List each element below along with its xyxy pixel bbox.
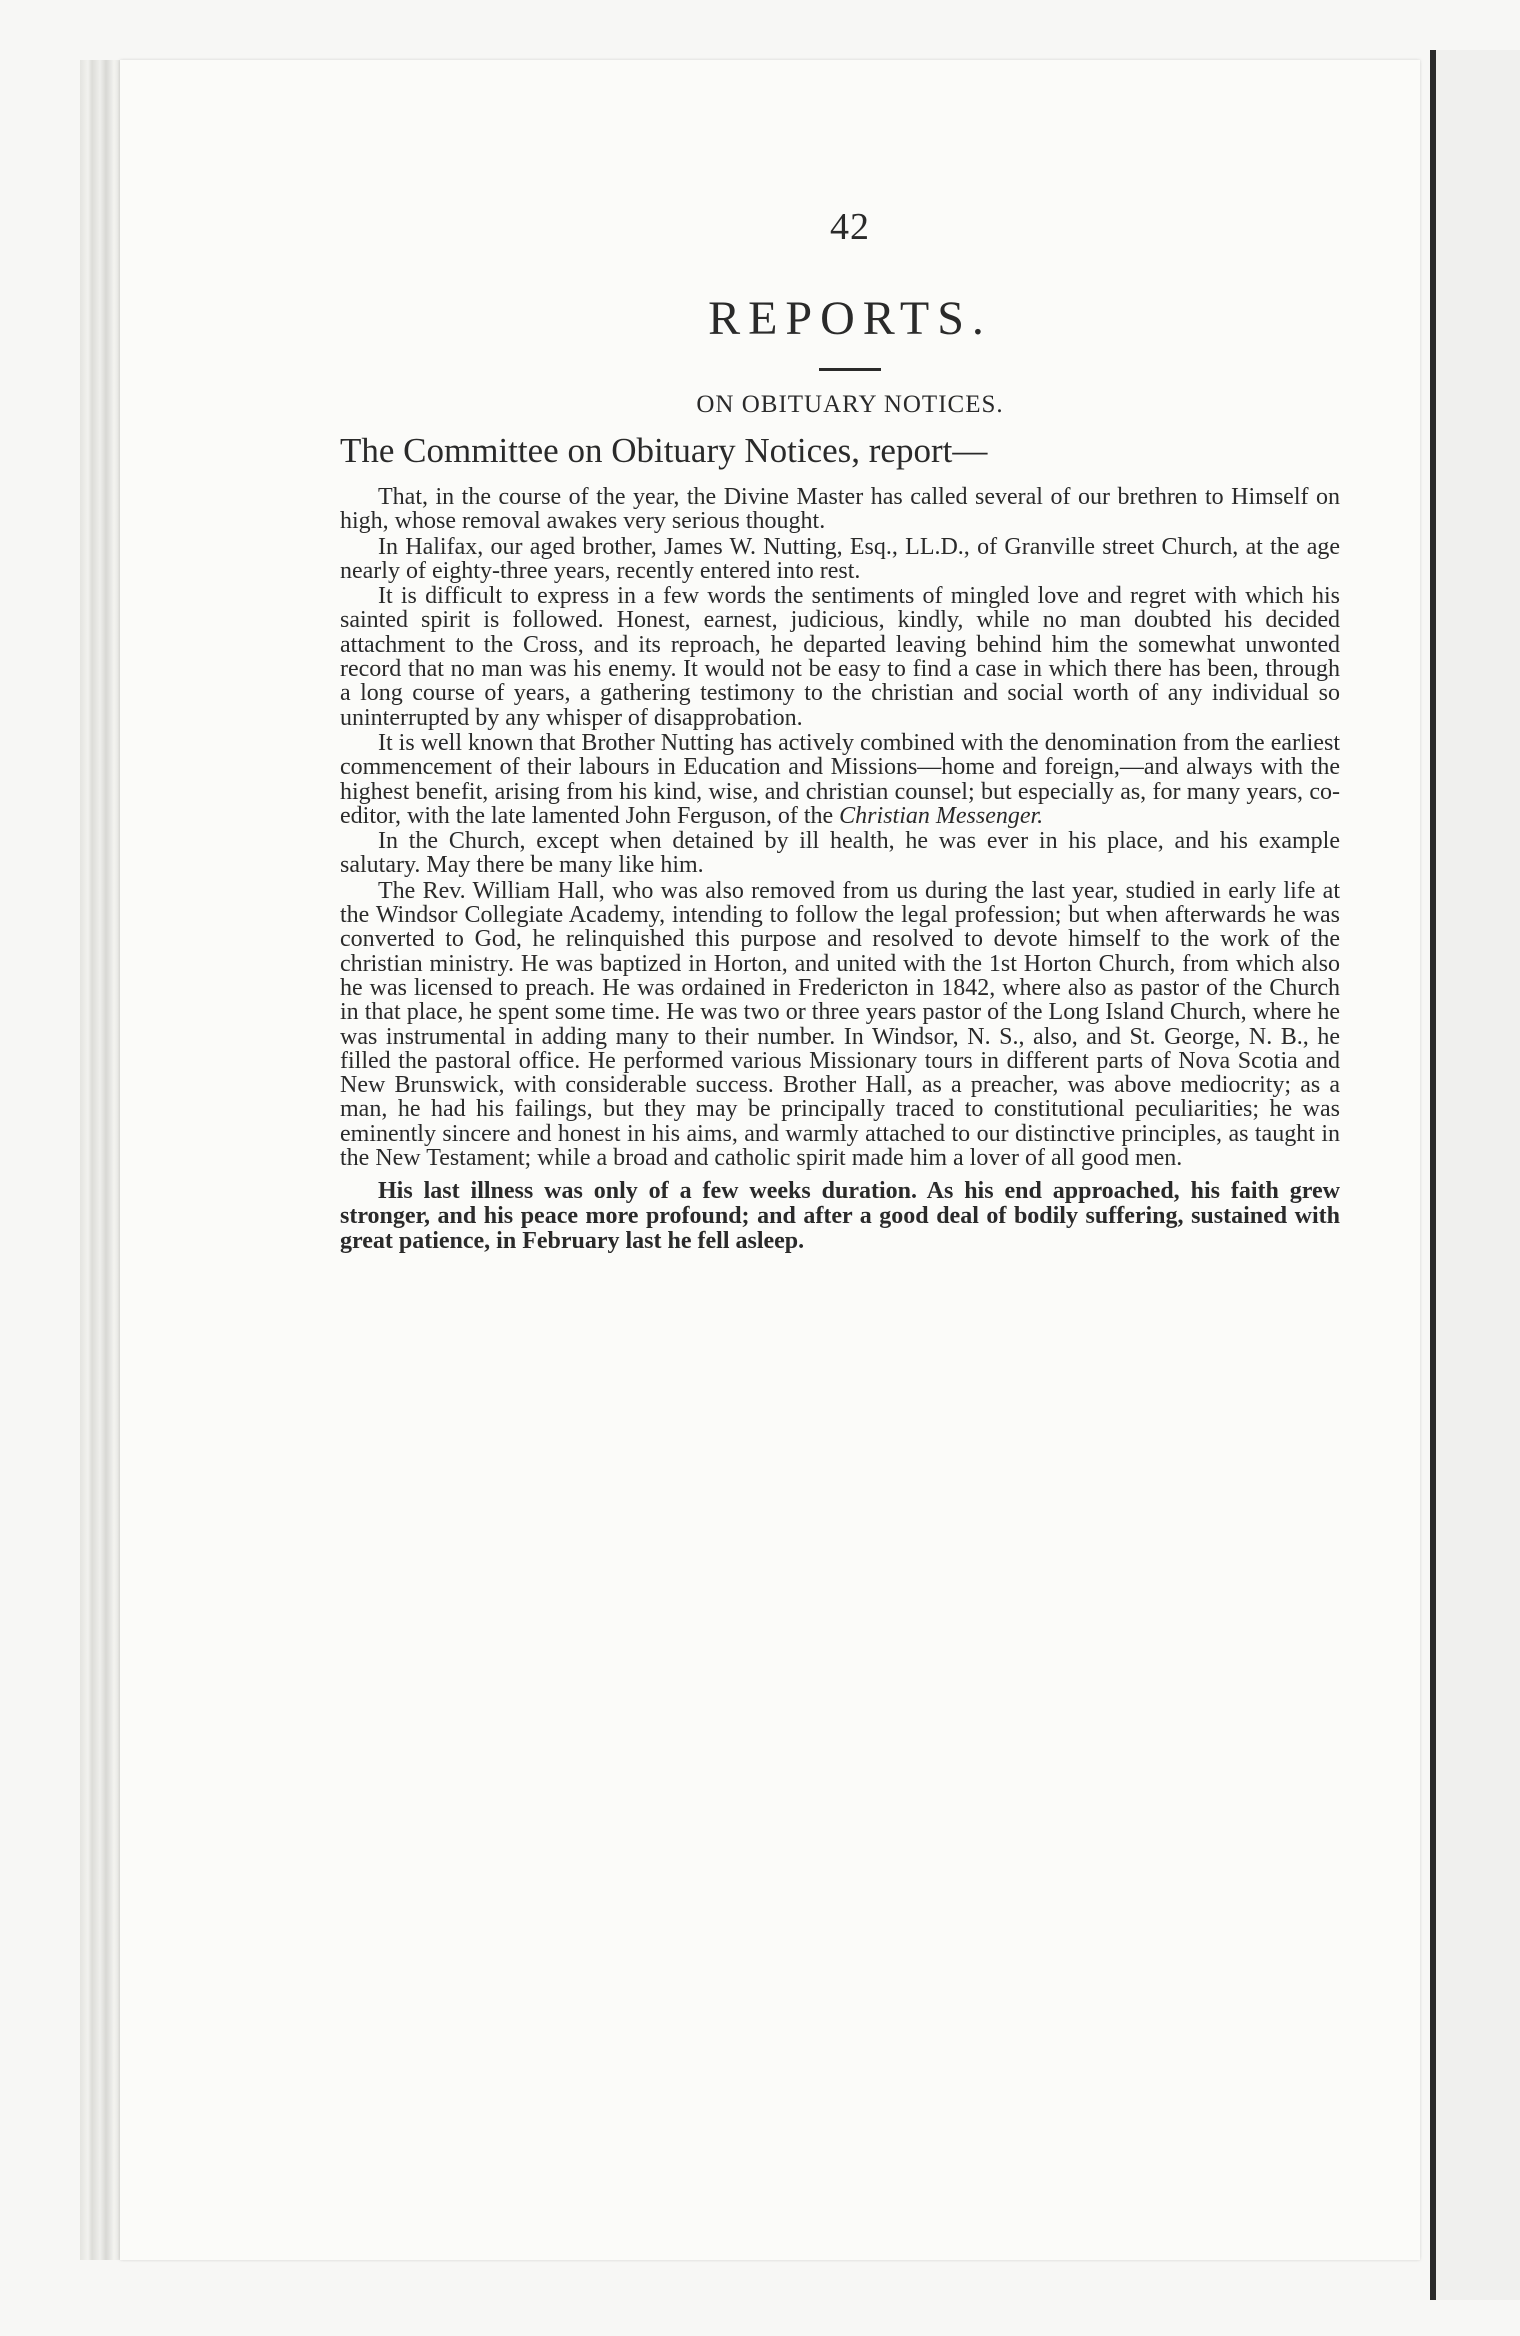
paragraph-5: In the Church, except when detained by ill health, he was ever in his place, and his example salutary. May there be many like him.	[340, 828, 1340, 879]
paragraph-6: The Rev. William Hall, who was also removed from us during the last year, studied in early life at the Windsor Collegiate Academy, intending to follow the legal profession; but when afterwards he was converted to God, he relinquished this purpose and resolved to devote himself to the work of the christian ministry. He was baptized in Horton, and united with the 1st Horton Church, from which also he was licensed to preach. He was ordained in Fredericton in 1842, where also as pastor of the Church in that place, he spent some time. He was two or three years pastor of the Long Island Church, where he was instrumental in adding many to their number. In Windsor, N. S., also, and St. George, N. B., he filled the pastoral office. He performed various Missionary tours in different parts of Nova Scotia and New Brunswick, with considerable success. Brother Hall, as a preacher, was above mediocrity; as a man, he had his failings, but they may be principally traced to constitutional peculiarities; he was eminently sincere and honest in his aims, and warmly attached to our distinctive principles, as taught in the New Testament; while a broad and catholic spirit made him a lover of all good men.	[340, 877, 1340, 1172]
section-title: ON OBITUARY NOTICES.	[696, 391, 1004, 418]
page-title: REPORTS.	[708, 292, 992, 345]
paragraph-1: That, in the course of the year, the Divine Master has called several of our brethren to Himself on high, whose removal awakes very serious thought.	[340, 484, 1340, 535]
title-rule	[819, 368, 881, 371]
page-content	[340, 205, 1340, 1255]
intro-line: The Committee on Obituary Notices, report—	[340, 431, 988, 470]
publication-title: Christian Messenger.	[839, 802, 1044, 829]
paragraph-7: His last illness was only of a few weeks duration. As his end approached, his faith grew stronger, and his peace more profound; and after a good deal of bodily suffering, sustained with great patience, in February last he fell asleep.	[340, 1178, 1340, 1255]
facing-page-strip	[1436, 50, 1520, 2300]
paragraph-4	[340, 731, 1340, 828]
paragraph-3: It is difficult to express in a few words the sentiments of mingled love and regret with which his sainted spirit is followed. Honest, earnest, judicious, kindly, while no man doubted his decided attachment to the Cross, and its reproach, he departed leaving behind him the somewhat unwonted record that no man was his enemy. It would not be easy to find a case in which there has been, through a long course of years, a gathering testimony to the christian and social worth of any individual so uninterrupted by any whisper of disapprobation.	[340, 583, 1340, 731]
paragraph-2: In Halifax, our aged brother, James W. Nutting, Esq., LL.D., of Granville street Church, at the age nearly of eighty-three years, recently entered into rest.	[340, 533, 1340, 584]
paragraph-4-text: It is well known that Brother Nutting has actively combined with the denomination from the earliest commencement of their labours in Education and Missions—home and foreign,—and always with the highest benefit, arising from his kind, wise, and christian counsel; but especially as, for many years, co-editor, with the late lamented John Ferguson, of the	[340, 729, 1340, 829]
page-number: 42	[830, 206, 870, 248]
report-body	[340, 485, 1340, 1254]
